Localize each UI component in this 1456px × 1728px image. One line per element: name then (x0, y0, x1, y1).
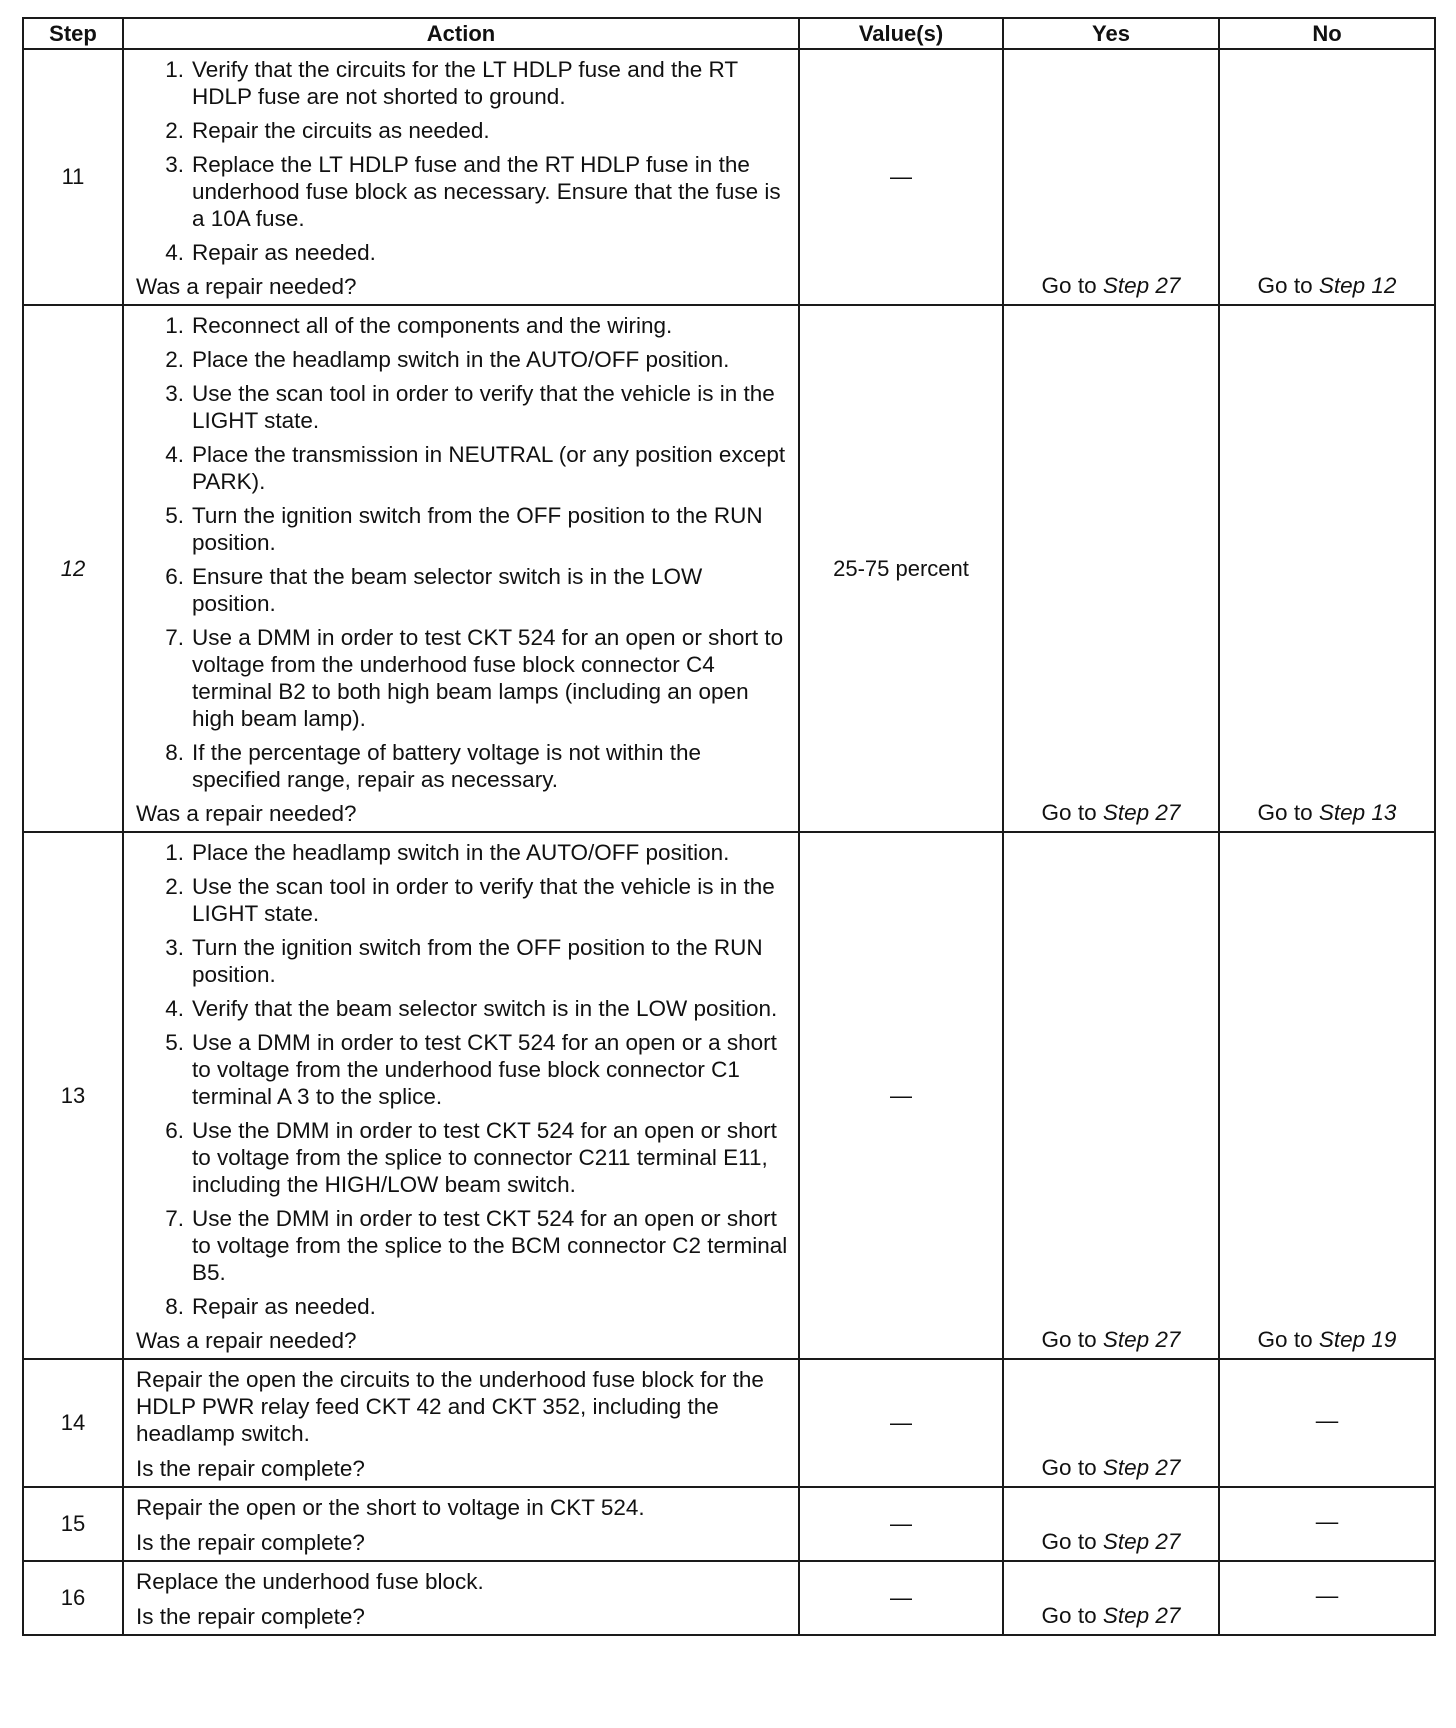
list-item: 1. Reconnect all of the components and the wiring. (165, 313, 673, 338)
table-row (23, 305, 1435, 832)
action-cell (123, 1487, 799, 1561)
action-cell (123, 305, 799, 832)
list-item: 4. Place the transmission in NEUTRAL (or any position except PARK). (165, 442, 786, 494)
no-cell: — (1219, 1561, 1435, 1635)
question: Was a repair needed? (136, 801, 357, 826)
value-cell: — (799, 832, 1003, 1359)
list-item: 7. Use a DMM in order to test CKT 524 for an open or short to voltage from the underhood fuse block connector C4 terminal B2 to both high beam lamps (including an open high beam lamp). (165, 625, 784, 731)
header-action: Action (123, 18, 799, 49)
list-item: 3. Replace the LT HDLP fuse and the RT HDLP fuse in the underhood fuse block as necessary. Ensure that the fuse is a 10A fuse. (165, 152, 781, 231)
question: Is the repair complete? (136, 1530, 365, 1555)
action-text: Replace the underhood fuse block. (136, 1569, 484, 1594)
list-item: 8. If the percentage of battery voltage is not within the specified range, repair as necessary. (165, 740, 702, 792)
action-text: Repair the open or the short to voltage in CKT 524. (136, 1495, 645, 1520)
no-cell: Go to Step 19 (1219, 832, 1435, 1359)
diagnostic-table (22, 17, 1436, 1636)
step-number: 15 (23, 1487, 123, 1561)
table-row (23, 1561, 1435, 1635)
question: Is the repair complete? (136, 1604, 365, 1629)
question: Was a repair needed? (136, 1328, 357, 1353)
step-number: 16 (23, 1561, 123, 1635)
list-item: 4. Verify that the beam selector switch is in the LOW position. (165, 996, 778, 1021)
action-list (136, 56, 788, 266)
value-cell: — (799, 49, 1003, 305)
header-no: No (1219, 18, 1435, 49)
table-row (23, 1359, 1435, 1487)
question: Is the repair complete? (136, 1456, 365, 1481)
yes-cell: Go to Step 27 (1003, 832, 1219, 1359)
list-item: 2. Use the scan tool in order to verify that the vehicle is in the LIGHT state. (165, 874, 775, 926)
header-row (23, 18, 1435, 49)
action-list (136, 839, 788, 1320)
action-cell (123, 1561, 799, 1635)
header-step: Step (23, 18, 123, 49)
list-item: 2. Place the headlamp switch in the AUTO/OFF position. (165, 347, 730, 372)
action-list (136, 312, 788, 793)
action-cell (123, 49, 799, 305)
header-values: Value(s) (799, 18, 1003, 49)
value-cell: — (799, 1487, 1003, 1561)
step-number: 11 (23, 49, 123, 305)
no-cell: — (1219, 1487, 1435, 1561)
yes-cell: Go to Step 27 (1003, 305, 1219, 832)
step-number: 13 (23, 832, 123, 1359)
list-item: 8. Repair as needed. (165, 1294, 376, 1319)
list-item: 5. Use a DMM in order to test CKT 524 for an open or a short to voltage from the underhood fuse block connector C1 terminal A 3 to the splice. (165, 1030, 777, 1109)
list-item: 2. Repair the circuits as needed. (165, 118, 490, 143)
list-item: 6. Ensure that the beam selector switch is in the LOW position. (165, 564, 703, 616)
value-cell: — (799, 1561, 1003, 1635)
action-cell (123, 832, 799, 1359)
header-yes: Yes (1003, 18, 1219, 49)
table-row (23, 49, 1435, 305)
value-cell: — (799, 1359, 1003, 1487)
no-cell: Go to Step 13 (1219, 305, 1435, 832)
list-item: 6. Use the DMM in order to test CKT 524 for an open or short to voltage from the splice to connector C211 terminal E11, including the HIGH/LOW beam switch. (165, 1118, 777, 1197)
no-cell: Go to Step 12 (1219, 49, 1435, 305)
step-number: 12 (23, 305, 123, 832)
step-number: 14 (23, 1359, 123, 1487)
value-cell: 25-75 percent (799, 305, 1003, 832)
list-item: 3. Turn the ignition switch from the OFF position to the RUN position. (165, 935, 763, 987)
table-row (23, 1487, 1435, 1561)
no-cell: — (1219, 1359, 1435, 1487)
yes-cell: Go to Step 27 (1003, 1487, 1219, 1561)
list-item: 7. Use the DMM in order to test CKT 524 for an open or short to voltage from the splice to the BCM connector C2 terminal B5. (165, 1206, 788, 1285)
question: Was a repair needed? (136, 274, 357, 299)
yes-cell: Go to Step 27 (1003, 1359, 1219, 1487)
action-cell (123, 1359, 799, 1487)
list-item: 1. Verify that the circuits for the LT HDLP fuse and the RT HDLP fuse are not shorted to ground. (165, 57, 738, 109)
list-item: 4. Repair as needed. (165, 240, 376, 265)
action-text: Repair the open the circuits to the underhood fuse block for the HDLP PWR relay feed CKT 42 and CKT 352, including the headlamp switch. (136, 1367, 764, 1446)
yes-cell: Go to Step 27 (1003, 49, 1219, 305)
list-item: 1. Place the headlamp switch in the AUTO/OFF position. (165, 840, 730, 865)
list-item: 3. Use the scan tool in order to verify that the vehicle is in the LIGHT state. (165, 381, 775, 433)
yes-cell: Go to Step 27 (1003, 1561, 1219, 1635)
list-item: 5. Turn the ignition switch from the OFF position to the RUN position. (165, 503, 763, 555)
table-row (23, 832, 1435, 1359)
